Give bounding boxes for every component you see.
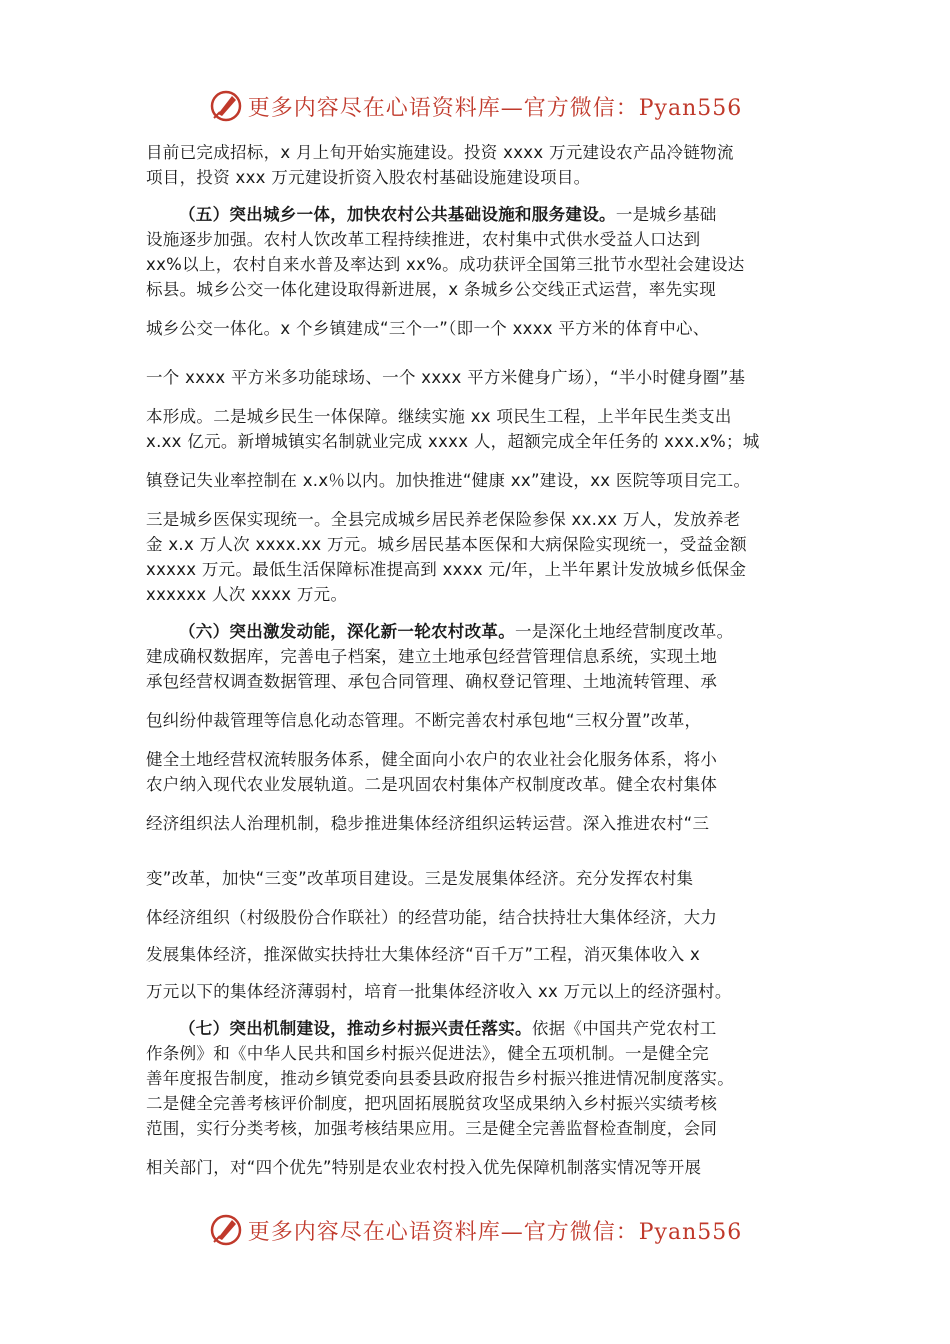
text-line: 镇登记失业率控制在 x.x％以内。加快推进“健康 xx”建设，xx 医院等项目完工。 [146,471,751,490]
banner-text: 更多内容尽在心语资料库—官方微信：Pyan556 [247,1219,743,1245]
text-line: 善年度报告制度，推动乡镇党委向县委县政府报告乡村振兴推进情况制度落实。 [146,1069,734,1088]
text-line: 标县。城乡公交一体化建设取得新进展，x 条城乡公交线正式运营，率先实现 [146,280,717,299]
text-line: 作条例》和《中华人民共和国乡村振兴促进法》，健全五项机制。一是健全完 [146,1044,709,1063]
pen-logo-icon [208,88,244,124]
text-line: 万元以下的集体经济薄弱村，培育一批集体经济收入 xx 万元以上的经济强村。 [146,982,732,1001]
document-body [146,140,806,1180]
text-span: 一是城乡基础 [615,205,717,224]
paragraph-section-6 [146,619,806,644]
text-line: 健全土地经营权流转服务体系，健全面向小农户的农业社会化服务体系，将小 [146,750,718,769]
section-7-heading: （七）突出机制建设，推动乡村振兴责任落实。 [179,1019,532,1038]
section-5-heading: （五）突出城乡一体，加快农村公共基础设施和服务建设。 [179,205,616,224]
banner-text: 更多内容尽在心语资料库—官方微信：Pyan556 [247,95,743,121]
text-line: 城乡公交一体化。x 个乡镇建成“三个一”（即一个 xxxx 平方米的体育中心、 [146,319,710,338]
paragraph-section-7 [146,1016,806,1041]
text-line: xx%以上，农村自来水普及率达到 xx%。成功获评全国第三批节水型社会建设达 [146,255,745,274]
text-line: x.xx 亿元。新增城镇实名制就业完成 xxxx 人，超额完成全年任务的 xxx.x%；城 [146,432,760,451]
text-span: 依据《中国共产党农村工 [531,1019,717,1038]
text-line: 金 x.x 万人次 xxxx.xx 万元。城乡居民基本医保和大病保险实现统一，受益金额 [146,535,747,554]
text-line: xxxxxx 人次 xxxx 万元。 [146,585,348,604]
footer-banner [0,1208,950,1252]
text-line: 承包经营权调查数据管理、承包合同管理、确权登记管理、土地流转管理、承 [146,672,718,691]
text-line: 经济组织法人治理机制，稳步推进集体经济组织运转运营。深入推进农村“三 [146,814,710,833]
text-line: 三是城乡医保实现统一。全县完成城乡居民养老保险参保 xx.xx 万人，发放养老 [146,510,741,529]
text-line: 发展集体经济，推深做实扶持壮大集体经济“百千万”工程，消灭集体收入 x [146,945,701,964]
text-line: 农户纳入现代农业发展轨道。二是巩固农村集体产权制度改革。健全农村集体 [146,775,718,794]
text-line: 目前已完成招标，x 月上旬开始实施建设。投资 xxxx 万元建设农产品冷链物流 [146,143,734,162]
header-banner [0,84,950,128]
text-line: 变”改革，加快“三变”改革项目建设。三是发展集体经济。充分发挥农村集 [146,869,694,888]
text-line: 建成确权数据库，完善电子档案，建立土地承包经营管理信息系统，实现土地 [146,647,718,666]
text-line: 包纠纷仲裁管理等信息化动态管理。不断完善农村承包地“三权分置”改革， [146,711,702,730]
text-line: 范围，实行分类考核，加强考核结果应用。三是健全完善监督检查制度，会同 [146,1119,718,1138]
text-line: 本形成。二是城乡民生一体保障。继续实施 xx 项民生工程，上半年民生类支出 [146,407,732,426]
text-line: 一个 xxxx 平方米多功能球场、一个 xxxx 平方米健身广场），“半小时健身圈”基 [146,368,746,387]
text-line: 设施逐步加强。农村人饮改革工程持续推进，农村集中式供水受益人口达到 [146,230,701,249]
pen-logo-icon [208,1212,244,1248]
text-line: 相关部门，对“四个优先”特别是农业农村投入优先保障机制落实情况等开展 [146,1158,702,1177]
paragraph-section-5 [146,202,806,227]
text-line: 二是健全完善考核评价制度，把巩固拓展脱贫攻坚成果纳入乡村振兴实绩考核 [146,1094,718,1113]
text-line: xxxxx 万元。最低生活保障标准提高到 xxxx 元/年，上半年累计发放城乡低保金 [146,560,747,579]
text-line: 项目，投资 xxx 万元建设折资入股农村基础设施建设项目。 [146,168,591,187]
text-span: 一是深化土地经营制度改革。 [515,622,734,641]
text-line: 体经济组织（村级股份合作联社）的经营功能，结合扶持壮大集体经济，大力 [146,908,718,927]
section-6-heading: （六）突出激发动能，深化新一轮农村改革。 [179,622,515,641]
